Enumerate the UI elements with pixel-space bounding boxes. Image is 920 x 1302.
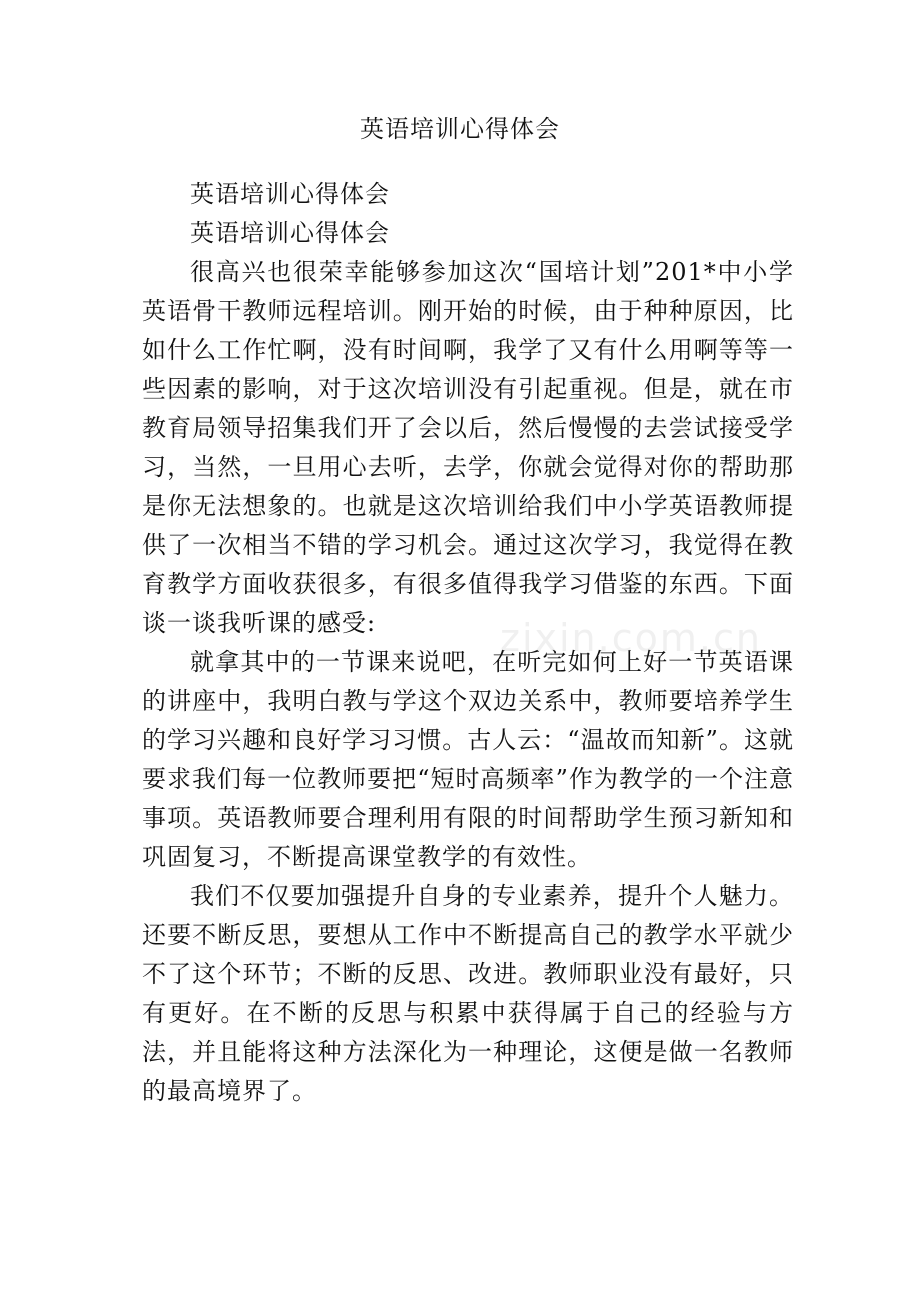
paragraph-subtitle-2: 英语培训心得体会 <box>190 219 390 247</box>
document-title: 英语培训心得体会 <box>360 115 560 143</box>
watermark: zixin.com.cn <box>500 616 762 660</box>
paragraph-reflection: 我们不仅要加强提升自身的专业素养，提升个人魅力。还要不断反思，要想从工作中不断提高自己的教学水平就少不了这个环节；不断的反思、改进。教师职业没有最好，只有更好。在不断的反思与积累中获得属于自己的经验与方法，并且能将这种方法深化为一种理论，这便是做一名教师的最高境界了。 <box>142 882 794 1105</box>
paragraph-subtitle-1: 英语培训心得体会 <box>190 180 390 208</box>
paragraph-lecture: 就拿其中的一节课来说吧，在听完如何上好一节英语课的讲座中，我明白教与学这个双边关系中，教师要培养学生的学习兴趣和良好学习习惯。古人云：“温故而知新”。这就要求我们每一位教师要把“短时高频率”作为教学的一个注意事项。英语教师要合理利用有限的时间帮助学生预习新知和巩固复习，不断提高课堂教学的有效性。 <box>142 648 794 871</box>
paragraph-intro: 很高兴也很荣幸能够参加这次“国培计划”201*中小学英语骨干教师远程培训。刚开始的时候，由于种种原因，比如什么工作忙啊，没有时间啊，我学了又有什么用啊等等一些因素的影响，对于这次培训没有引起重视。但是，就在市教育局领导招集我们开了会以后，然后慢慢的去尝试接受学习，当然，一旦用心去听，去学，你就会觉得对你的帮助那是你无法想象的。也就是这次培训给我们中小学英语教师提供了一次相当不错的学习机会。通过这次学习，我觉得在教育教学方面收获很多，有很多值得我学习借鉴的东西。下面谈一谈我听课的感受: <box>142 258 794 637</box>
